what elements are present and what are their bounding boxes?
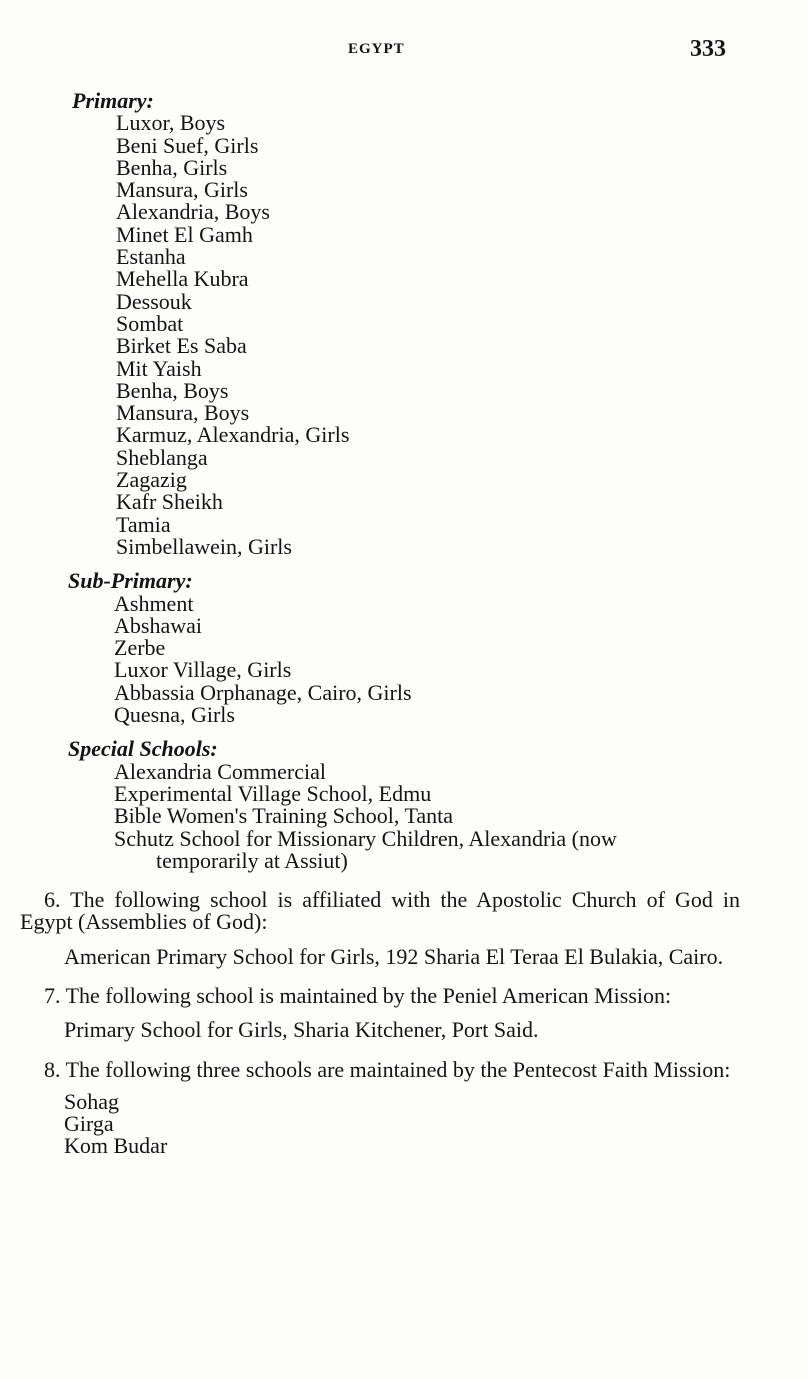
list-item: Kom Budar xyxy=(64,1133,168,1159)
primary-heading: Primary: xyxy=(72,88,154,113)
list-item: Ashment xyxy=(114,590,194,616)
list-item: Benha, Boys xyxy=(116,377,229,403)
list-item: Sombat xyxy=(116,310,184,336)
list-item: Girga xyxy=(64,1111,114,1137)
list-item: Mit Yaish xyxy=(116,355,202,381)
primary-list xyxy=(20,112,740,558)
list-item: Alexandria Commercial xyxy=(114,758,326,784)
list-item: Schutz School for Missionary Children, Alexandria (now xyxy=(114,825,617,851)
list-item: Abbassia Orphanage, Cairo, Girls xyxy=(114,679,412,705)
list-item: Karmuz, Alexandria, Girls xyxy=(116,422,350,448)
list-item: Sheblanga xyxy=(116,444,208,470)
sub-primary-list xyxy=(20,590,740,728)
list-item: Zerbe xyxy=(114,635,166,661)
school-entry-6: American Primary School for Girls, 192 Sharia El Teraa El Bulakia, Cairo. xyxy=(64,943,724,969)
list-item: Bible Women's Training School, Tanta xyxy=(114,803,454,829)
list-item: Kafr Sheikh xyxy=(116,489,223,515)
list-item: Luxor, Boys xyxy=(116,110,226,136)
list-item: Quesna, Girls xyxy=(114,702,235,728)
running-head xyxy=(0,36,808,66)
list-item: Simbellawein, Girls xyxy=(116,533,292,559)
page-number: 333 xyxy=(690,36,726,62)
list-item: Tamia xyxy=(116,511,171,537)
list-item: Experimental Village School, Edmu xyxy=(114,780,432,806)
special-schools-list xyxy=(20,758,740,873)
list-item: Dessouk xyxy=(116,288,192,314)
list-item: Sohag xyxy=(64,1088,119,1114)
list-item: Luxor Village, Girls xyxy=(114,657,292,683)
page-body xyxy=(20,84,740,1158)
list-item: Estanha xyxy=(116,244,186,270)
sub-primary-heading: Sub-Primary: xyxy=(68,568,193,594)
list-item: Abshawai xyxy=(114,612,202,638)
paragraph-8: 8. The following three schools are maintained by the Pentecost Faith Mission: xyxy=(44,1056,731,1082)
special-schools-heading: Special Schools: xyxy=(68,736,218,762)
list-item: Beni Suef, Girls xyxy=(116,132,259,158)
list-item: Benha, Girls xyxy=(116,154,228,180)
list-item: Mansura, Boys xyxy=(116,400,250,426)
list-item: Mehella Kubra xyxy=(116,266,249,292)
list-item-continuation: temporarily at Assiut) xyxy=(156,847,348,873)
pentecost-schools-list xyxy=(20,1088,740,1159)
paragraph-7: 7. The following school is maintained by the Peniel American Mission: xyxy=(44,982,672,1008)
list-item: Alexandria, Boys xyxy=(116,199,270,225)
list-item: Zagazig xyxy=(116,467,187,493)
list-item: Mansura, Girls xyxy=(116,177,248,203)
school-entry-7: Primary School for Girls, Sharia Kitchener, Port Said. xyxy=(64,1017,539,1043)
list-item: Birket Es Saba xyxy=(116,333,247,359)
running-title: EGYPT xyxy=(348,41,405,57)
list-item: Minet El Gamh xyxy=(116,221,253,247)
paragraph-6: 6. The following school is affiliated with the Apostolic Church of God in Egypt (Assemblies of God): xyxy=(20,887,740,935)
